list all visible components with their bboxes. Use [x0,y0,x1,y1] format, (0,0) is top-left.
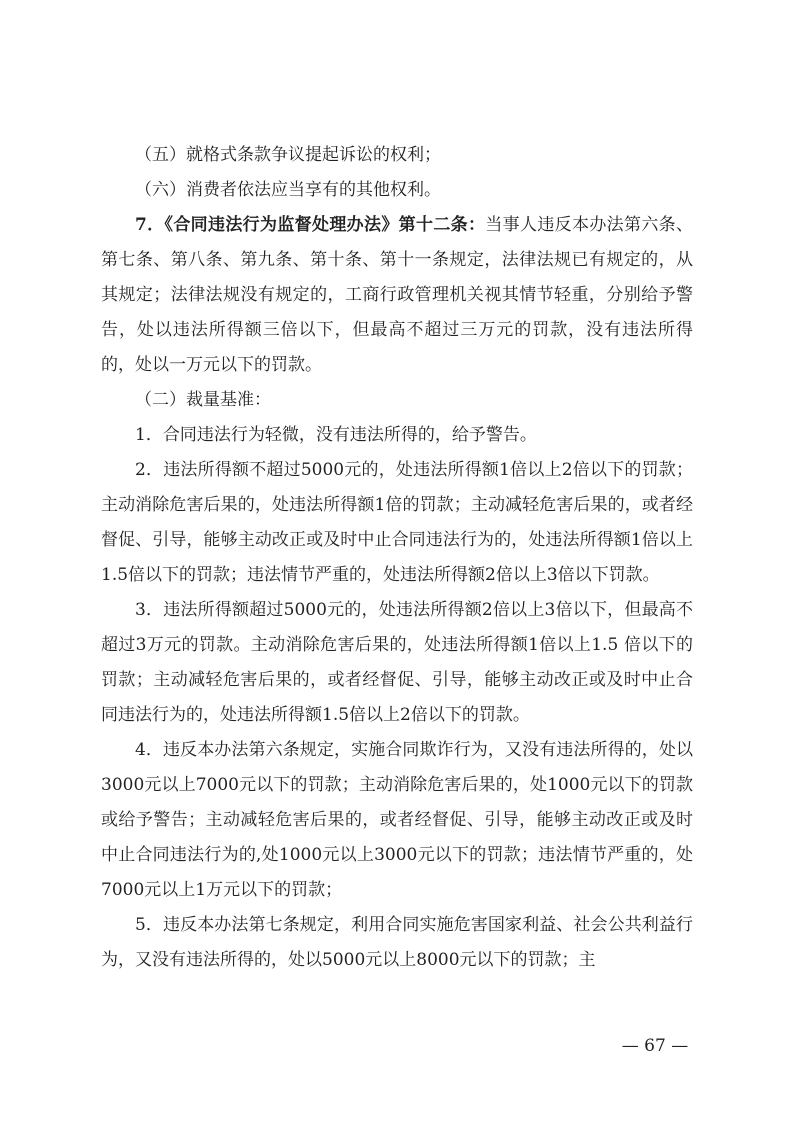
paragraph-item-3 [101,593,693,733]
article-heading: 7．《合同违法行为监督处理办法》第十二条： [135,215,486,235]
paragraph-item-2 [101,453,693,593]
paragraph-item-5 [101,908,693,978]
paragraph-rights-5 [101,138,693,173]
paragraph-article-12 [101,208,693,383]
paragraph-text: （二）裁量基准： [135,390,271,410]
paragraph-text: 5．违反本办法第七条规定，利用合同实施危害国家利益、社会公共利益行为，又没有违法所得的，处以5000元以上8000元以下的罚款；主 [101,915,693,970]
document-body [101,138,693,978]
paragraph-text: （五）就格式条款争议提起诉讼的权利； [135,145,441,165]
paragraph-item-1 [101,418,693,453]
paragraph-text: （六）消费者依法应当享有的其他权利。 [135,180,441,200]
section-heading-discretion [101,383,693,418]
paragraph-item-4 [101,733,693,908]
paragraph-text: 1．合同违法行为轻微，没有违法所得的，给予警告。 [135,425,537,445]
paragraph-text: 4．违反本办法第六条规定，实施合同欺诈行为，又没有违法所得的，处以3000元以上7000元以下的罚款；主动消除危害后果的，处1000元以下的罚款或给予警告；主动减轻危害后果的，或者经督促、引导，能够主动改正或及时中止合同违法行为的,处1000元以上3000元以下的罚款；违法情节严重的，处7000元以上1万元以下的罚款； [101,740,693,900]
paragraph-rights-6 [101,173,693,208]
page-number: — 67 — [621,1036,689,1056]
paragraph-text: 当事人违反本办法第六条、第七条、第八条、第九条、第十条、第十一条规定，法律法规已有规定的，从其规定；法律法规没有规定的，工商行政管理机关视其情节轻重，分别给予警告，处以违法所得额三倍以下，但最高不超过三万元的罚款，没有违法所得的，处以一万元以下的罚款。 [101,215,694,375]
paragraph-text: 3．违法所得额超过5000元的，处违法所得额2倍以上3倍以下，但最高不超过3万元的罚款。主动消除危害后果的，处违法所得额1倍以上1.5 倍以下的罚款；主动减轻危害后果的，或者经督促、引导，能够主动改正或及时中止合同违法行为的，处违法所得额1.5倍以上2倍以下的罚款。 [101,600,693,725]
paragraph-text: 2．违法所得额不超过5000元的，处违法所得额1倍以上2倍以下的罚款；主动消除危害后果的，处违法所得额1倍的罚款；主动减轻危害后果的，或者经督促、引导，能够主动改正或及时中止合同违法行为的，处违法所得额1倍以上1.5倍以下的罚款；违法情节严重的，处违法所得额2倍以上3倍以下罚款。 [101,460,693,585]
